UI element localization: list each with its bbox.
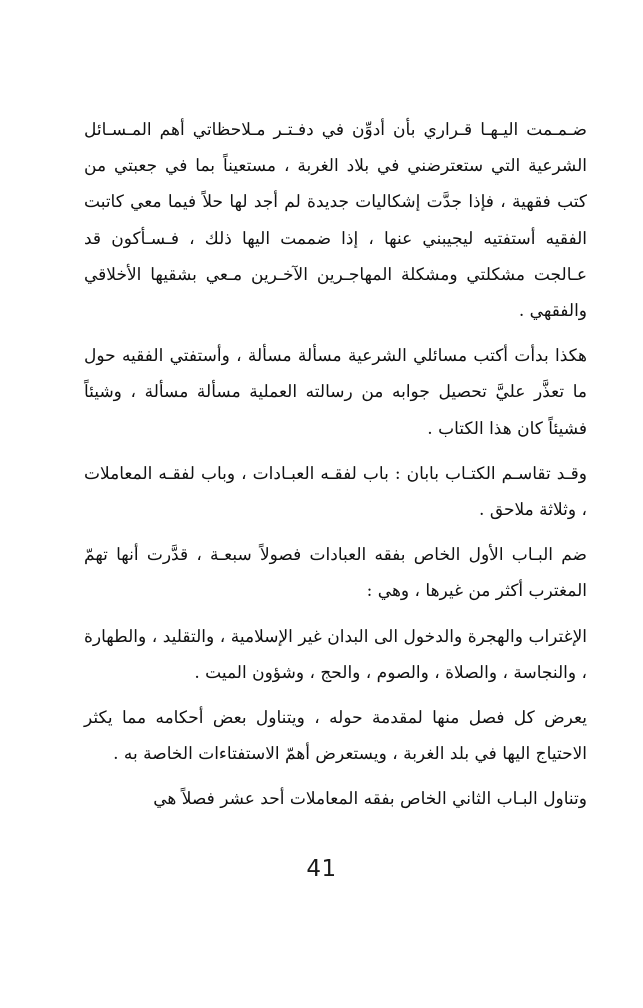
paragraph-5: الإغتراب والهجرة والدخول الى البدان غير الإسلامية ، والتقليد ، والطهارة ، والنجاسة ، والصلاة ، والصوم ، والحج ، وشؤون الميت .	[84, 626, 587, 683]
paragraph-7: وتناول البـاب الثاني الخاص بفقه المعاملات أحد عشر فصلاً هي	[153, 789, 587, 810]
paragraph-6: يعرض كل فصل منها لمقدمة حوله ، ويتناول بعض أحكامه مما يكثر الاحتياج اليها في بلد الغربة ، ويستعرض أهمّ الاستفتاءات الخاصة به .	[84, 708, 587, 765]
paragraph-3: وقـد تقاسـم الكتـاب بابان : باب لفقـه العبـادات ، وباب لفقـه المعاملات ، وثلاثة ملاحق .	[84, 463, 587, 521]
body-text	[84, 112, 587, 827]
page-number: 41	[306, 856, 337, 882]
paragraph-4: ضم البـاب الأول الخاص بفقه العبادات فصولاً سبعـة ، قدَّرت أنها تهمّ المغترب أكثر من غيرها ، وهي :	[84, 545, 587, 602]
paragraph-1: ضـمـمت اليـهـا قـراري بأن أدوِّن في دفـتـر مـلاحظاتي أهم المـسـائل الشرعية التي ستعترضني في بلاد الغربة ، مستعيناً بما في جعبتي من كتب فقهية ، فإذا جدَّت إشكاليات جديدة لم أجد لها حلاً فيما معي كاتبت الفقيه أستفتيه ليجيبني عنها ، إذا ضممت اليها ذلك ، فـسـأكون قد عـالجت مشكلتي ومشكلة المهاجـرين الآخـرين مـعي بشقيها الأخلاقي والفقهي .	[84, 120, 587, 322]
paragraph-2: هكذا بدأت أكتب مسائلي الشرعية مسألة مسألة ، وأستفتي الفقيه حول ما تعذَّر عليَّ تحصيل جوابه من رسالته العملية مسألة مسألة ، وشيئاً فشيئاً كان هذا الكتاب .	[84, 346, 587, 439]
